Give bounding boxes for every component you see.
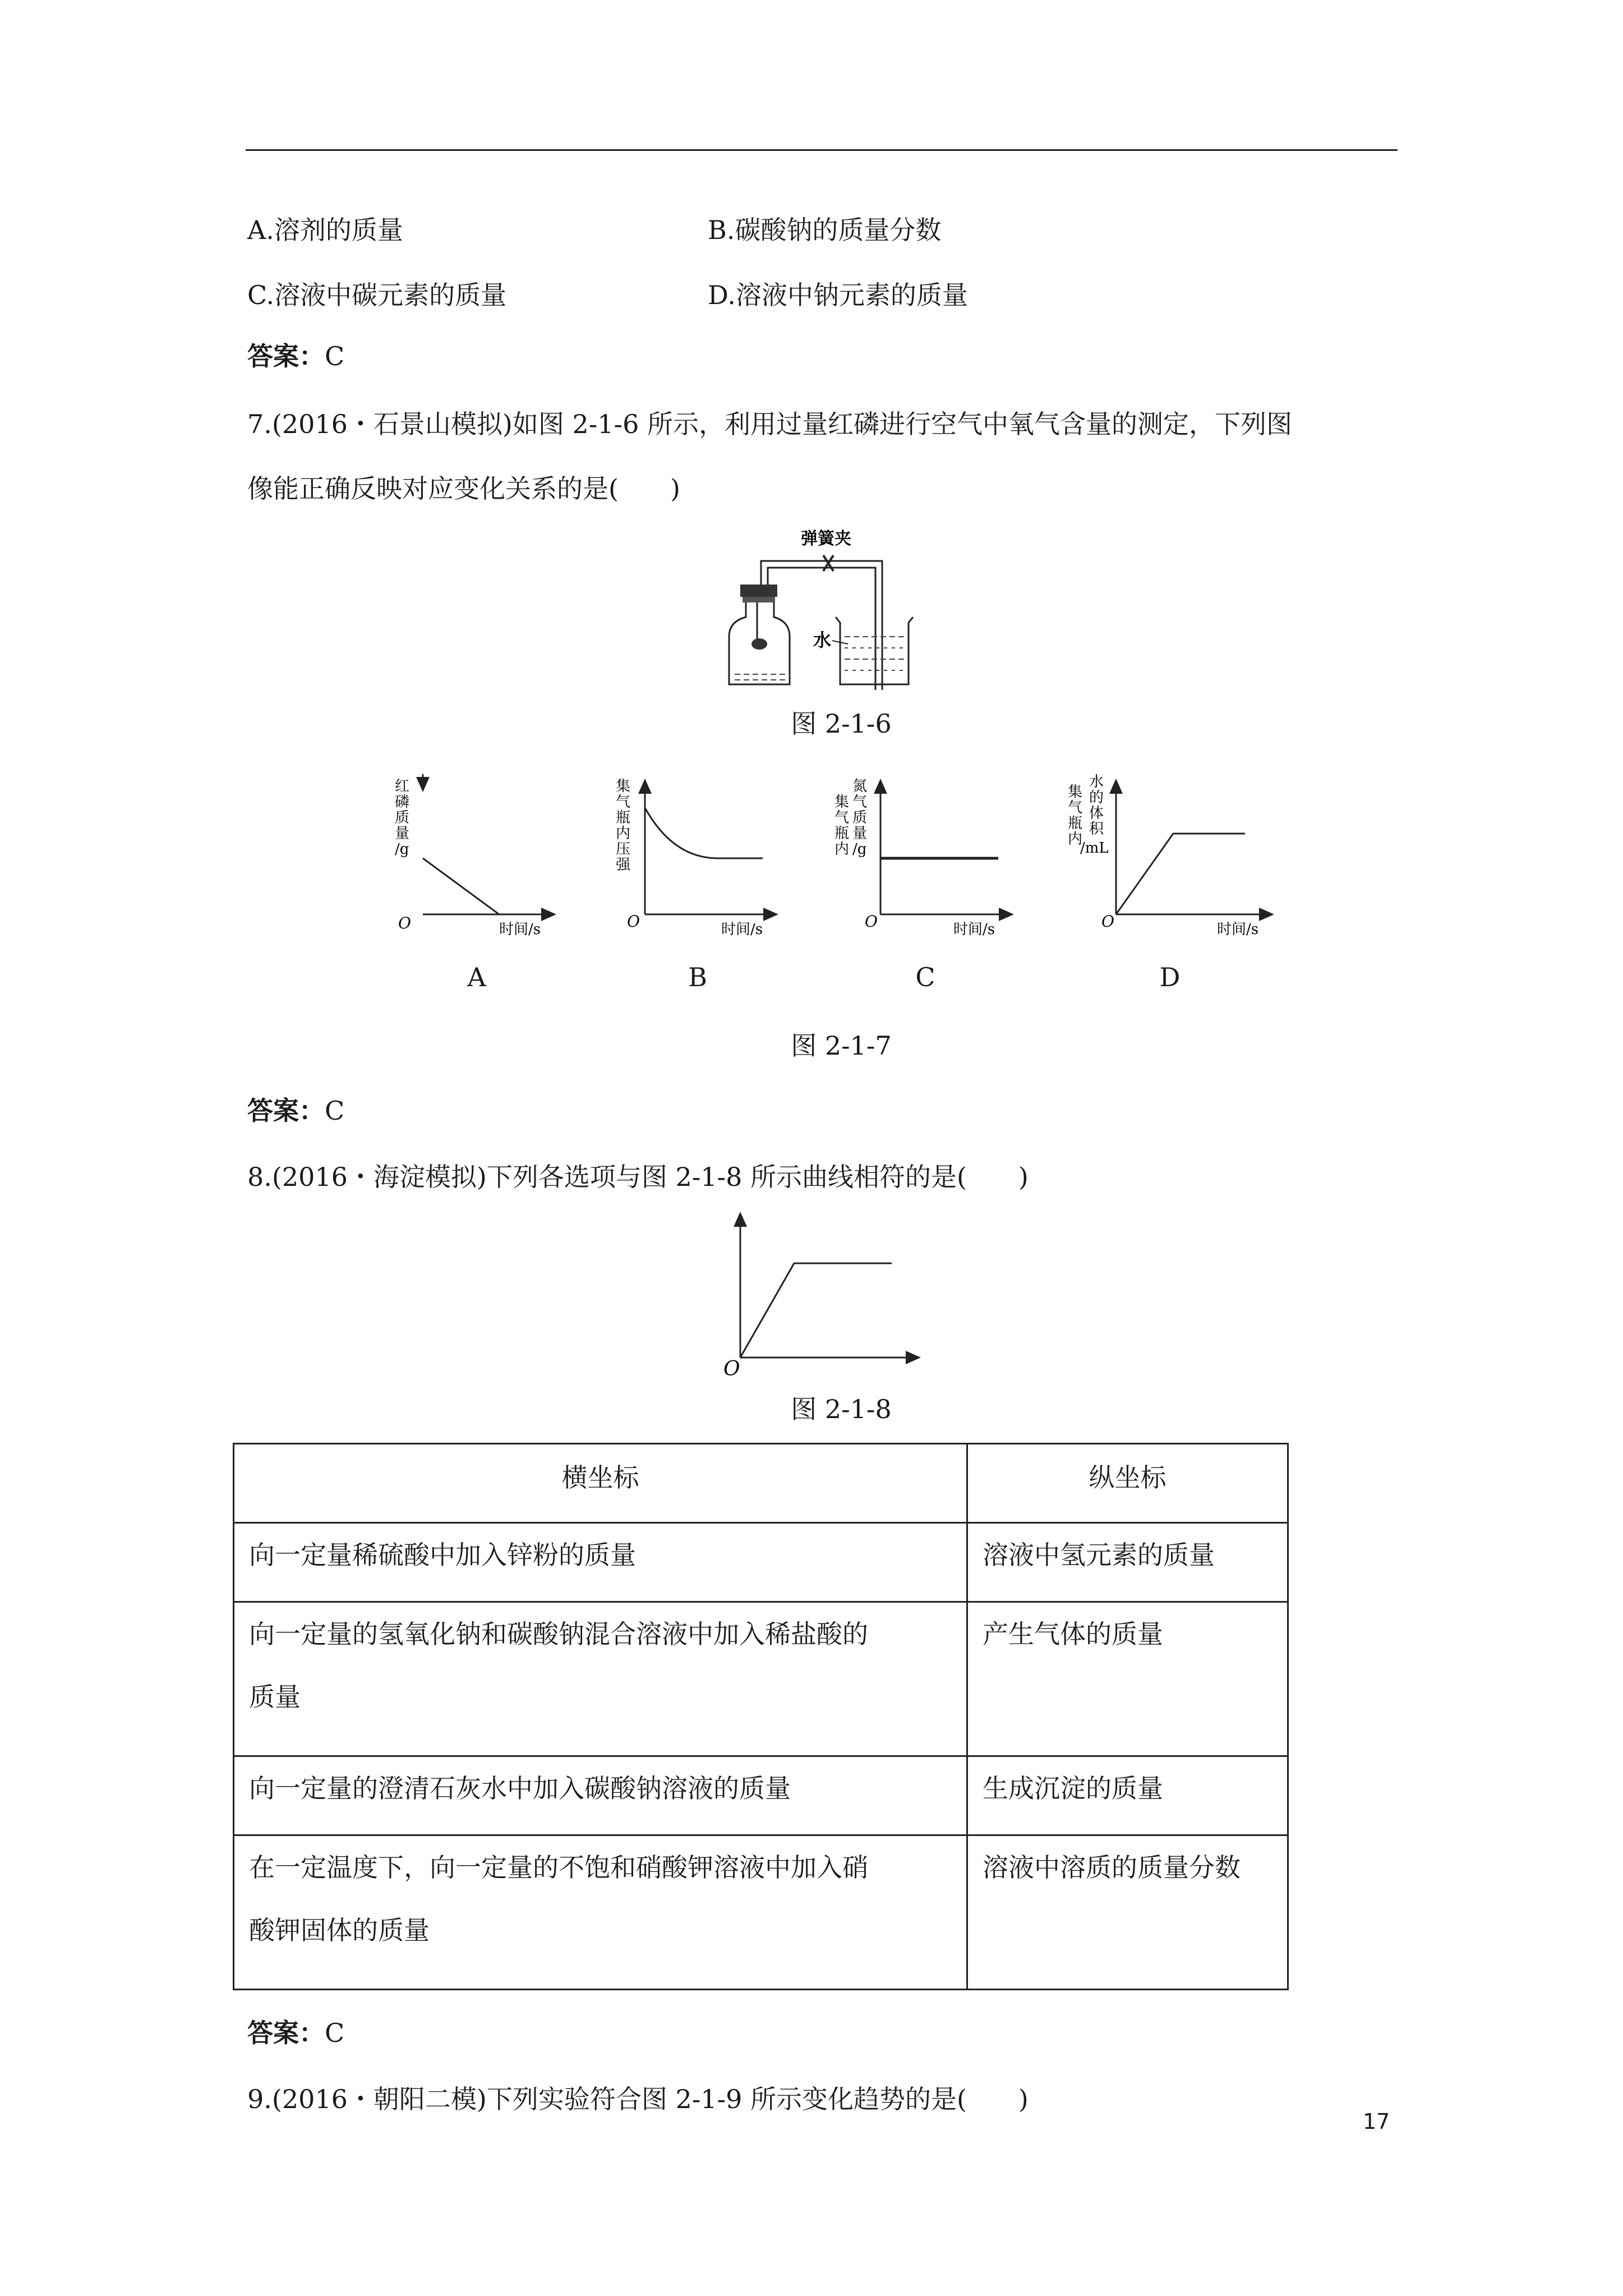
graph-c	[834, 778, 1007, 938]
graph-d-origin: O	[1101, 912, 1114, 931]
graph-a-origin: O	[398, 914, 411, 932]
q9-line1: 9.(2016・朝阳二模)下列实验符合图 2-1-9 所示变化趋势的是( )	[247, 2084, 1029, 2114]
graph-d-letter: D	[1159, 962, 1181, 992]
figure-2-1-7-graphs	[381, 774, 1279, 942]
row4-x	[234, 1835, 967, 1990]
q7-line1: 7.(2016・石景山模拟)如图 2-1-6 所示，利用过量红磷进行空气中氧气含量的测定，下列图	[247, 409, 1292, 439]
fig-2-1-6-caption: 图 2-1-6	[791, 708, 892, 739]
q6-option-b: B.碳酸钠的质量分数	[708, 215, 942, 245]
table-row	[234, 1602, 1288, 1756]
row1-y: 溶液中氢元素的质量	[967, 1523, 1288, 1602]
q6-option-d: D.溶液中钠元素的质量	[708, 280, 968, 310]
row2-x-line1: 向一定量的氢氧化钠和碳酸钠混合溶液中加入稀盐酸的	[249, 1619, 868, 1649]
row2-x-line2: 质量	[249, 1682, 301, 1712]
table-row	[234, 1835, 1288, 1990]
row3-y: 生成沉淀的质量	[967, 1756, 1288, 1835]
row2-x	[234, 1602, 967, 1756]
row4-x-line1: 在一定温度下，向一定量的不饱和硝酸钾溶液中加入硝	[249, 1852, 868, 1883]
fig-2-1-7-caption: 图 2-1-7	[791, 1030, 892, 1061]
spring-clip-label: 弹簧夹	[801, 529, 851, 549]
row4-x-line2: 酸钾固体的质量	[249, 1915, 430, 1945]
graph-c-letter: C	[915, 962, 935, 992]
water-label: 水	[813, 629, 832, 651]
graph-d-ylabel: 集气瓶内 水的体积/mL	[1068, 774, 1109, 857]
q6-option-a: A.溶剂的质量	[247, 215, 403, 245]
graph-b-ylabel: 集气瓶内压强	[616, 778, 631, 873]
answer-label: 答案：	[247, 341, 325, 371]
graph-origin: O	[723, 1358, 740, 1381]
graph-b-origin: O	[627, 912, 640, 931]
graph-b-letter: B	[688, 962, 707, 992]
graph-b-xlabel: 时间/s	[721, 921, 763, 938]
table-header-row	[234, 1444, 1288, 1523]
header-x-axis: 横坐标	[234, 1444, 967, 1523]
graph-d-xlabel: 时间/s	[1217, 921, 1259, 938]
q7-line2: 像能正确反映对应变化关系的是( )	[247, 473, 680, 504]
figure-2-1-8-graph	[712, 1212, 937, 1386]
q6-option-c: C.溶液中碳元素的质量	[247, 280, 507, 310]
header-rule	[246, 149, 1398, 151]
graph-c-ylabel: 集气瓶内 氮气质量/g	[834, 778, 868, 858]
q6-answer	[247, 339, 344, 373]
graph-a-letter: A	[467, 962, 486, 992]
row2-y: 产生气体的质量	[967, 1602, 1288, 1756]
row1-x: 向一定量稀硫酸中加入锌粉的质量	[234, 1523, 967, 1602]
row3-x: 向一定量的澄清石灰水中加入碳酸钠溶液的质量	[234, 1756, 967, 1835]
graph-a-xlabel: 时间/s	[499, 921, 541, 938]
q7-answer	[247, 1094, 344, 1128]
graph-c-origin: O	[865, 912, 878, 931]
q8-line1: 8.(2016・海淀模拟)下列各选项与图 2-1-8 所示曲线相符的是( )	[247, 1162, 1029, 1192]
row4-y: 溶液中溶质的质量分数	[967, 1835, 1288, 1990]
answer-label: 答案：	[247, 2018, 325, 2048]
graph-c-xlabel: 时间/s	[953, 921, 995, 938]
graph-a-ylabel: 红磷质量/g	[395, 778, 410, 858]
table-row	[234, 1523, 1288, 1602]
answer-value: C	[325, 1096, 345, 1126]
table-row	[234, 1756, 1288, 1835]
header-y-axis: 纵坐标	[967, 1444, 1288, 1523]
graph-b	[616, 778, 772, 938]
figure-2-1-6-apparatus	[723, 522, 1015, 690]
page-number: 17	[1363, 2109, 1390, 2134]
graph-d	[1068, 774, 1267, 938]
q8-options-table	[233, 1443, 1289, 1990]
q8-answer	[247, 2016, 344, 2050]
answer-value: C	[325, 341, 345, 371]
answer-value: C	[325, 2018, 345, 2048]
fig-2-1-8-caption: 图 2-1-8	[791, 1394, 892, 1424]
graph-a	[395, 774, 550, 938]
answer-label: 答案：	[247, 1096, 325, 1126]
